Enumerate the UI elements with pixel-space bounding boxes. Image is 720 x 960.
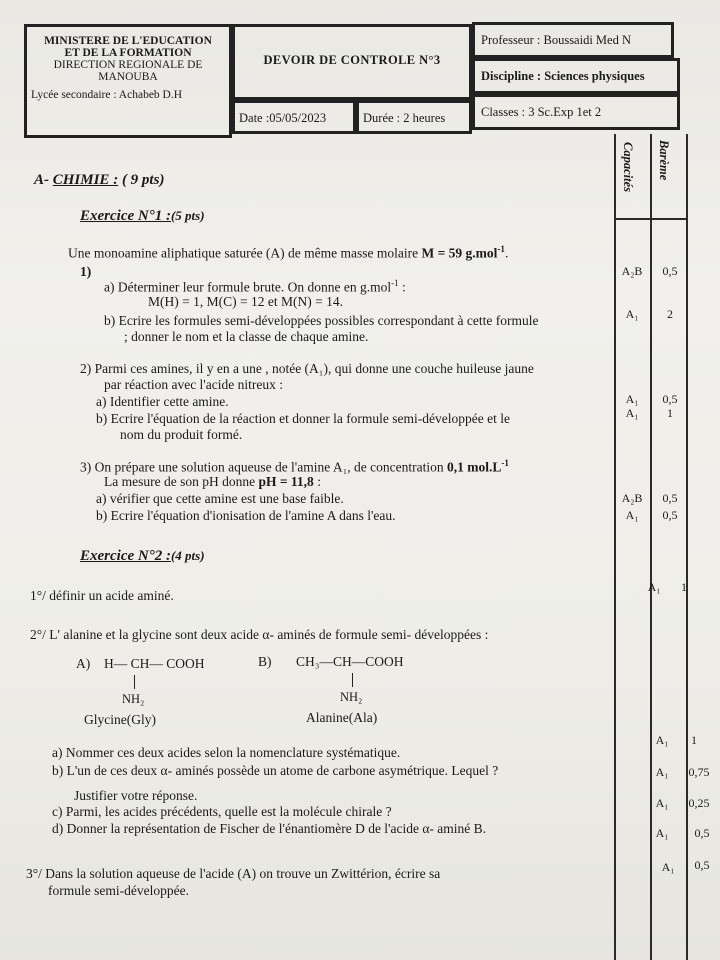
ministry-line: ET DE LA FORMATION [64, 47, 192, 59]
capacites-header: Capacités [621, 142, 635, 192]
classes-label: Classes : 3 Sc.Exp 1et 2 [472, 94, 680, 130]
score-cell: 0,5 [694, 826, 710, 840]
ex1-q2a: a) Identifier cette amine. [96, 394, 229, 409]
ex2-qa: a) Nommer ces deux acides selon la nomenclature systématique. [52, 745, 401, 760]
ex1-q3-line1: 3) On prépare une solution aqueuse de l'amine A₁, de concentration 0,1 $mol.L^{-1}$ [80, 458, 509, 475]
ex2-qb-line1: b) L'un de ces deux α- aminés possède un atome de carbone asymétrique. Lequel ? [52, 763, 499, 778]
ministry-box [24, 24, 232, 138]
ex1-q1a-masses: M(H) = 1, M(C) = 12 et M(N) = 14. [148, 294, 343, 309]
score-cell: 1 [691, 733, 697, 747]
capacity-cell: A₁ [655, 796, 669, 810]
molecule-b-bond [352, 673, 353, 687]
ex1-title [80, 208, 205, 225]
devoir-title: DEVOIR DE CONTROLE N°3 [232, 24, 472, 100]
bareme-header: Barème [657, 140, 671, 181]
professeur-label: Professeur : Boussaidi Med N [472, 22, 674, 58]
ex1-intro-text: Une monoamine aliphatique saturée (A) de même masse molaire [68, 245, 422, 261]
duree-label: Durée : 2 heures [356, 100, 472, 134]
ex1-points: (5 pts) [170, 208, 205, 223]
molecule-a-amine: NH₂ [122, 692, 145, 706]
ministry-line: MINISTERE DE L'EDUCATION [44, 35, 212, 47]
ex2-qc: c) Parmi, les acides précédents, quelle est la molécule chirale ? [52, 804, 392, 819]
molecule-b-formula: CH₃—CH—COOH [296, 654, 404, 669]
ex1-q3-concentration: 0,1 mol.L [447, 459, 502, 475]
ex1-molar-mass: M = 59 g.mol [421, 245, 498, 261]
lycee-label: Lycée secondaire : Achabeb D.H [31, 89, 183, 101]
molecule-a-formula: H— CH— COOH [104, 656, 205, 671]
discipline-label [472, 58, 680, 94]
score-cell: 0,5 [694, 858, 710, 872]
ex1-q3-line2: La mesure de son pH donne pH = 11,8 : [104, 474, 321, 489]
date-label: Date :05/05/2023 [232, 100, 356, 134]
column-header-rule [614, 218, 688, 220]
ex1-q1b-line2: ; donner le nom et la classe de chaque amine. [124, 329, 369, 344]
ex1-q2-line2: par réaction avec l'acide nitreux : [104, 377, 283, 392]
score-cell: 0,75 [688, 765, 710, 779]
ex1-q1b-line1: b) Ecrire les formules semi-développées possibles correspondant à cette formule [104, 313, 539, 328]
discipline-text: Discipline : Sciences physiques [481, 69, 645, 83]
score-cell: 2 [667, 307, 673, 321]
ministry-line: DIRECTION REGIONALE DE [53, 59, 203, 71]
ex2-qb-line2: Justifier votre réponse. [74, 788, 198, 803]
capacity-cell: A₁ [625, 406, 639, 420]
ex2-title-text: Exercice N°2 : [80, 548, 171, 564]
ministry-line: MANOUBA [98, 71, 158, 83]
section-prefix: A- [34, 172, 53, 188]
score-cell: 1 [681, 580, 687, 594]
ex1-q3-ph-value: pH = 11,8 [258, 474, 314, 489]
capacity-cell: A₁ [625, 508, 639, 522]
section-name: CHIMIE : [52, 172, 119, 188]
ex1-q3-text: 3) On prépare une solution aqueuse de l'amine A₁, de concentration [80, 459, 448, 475]
ex1-q1: 1) [80, 264, 92, 279]
capacity-cell: A₁ [625, 392, 639, 406]
ex2-q3-line2: formule semi-développée. [48, 883, 189, 898]
capacity-cell: A₁ [647, 580, 661, 594]
ex2-q2: 2°/ L' alanine et la glycine sont deux acide α- aminés de formule semi- développées : [30, 627, 489, 642]
ex1-q1a-text: a) Déterminer leur formule brute. On donne en g.mol [104, 279, 392, 295]
molecule-b-name: Alanine(Ala) [306, 710, 378, 725]
capacity-cell: A₁ [655, 765, 669, 779]
ex1-q3-ph-text: La mesure de son pH donne [104, 474, 259, 489]
score-cell: 0,5 [662, 491, 678, 505]
ex1-title-text: Exercice N°1 : [80, 208, 171, 224]
ex1-q3b: b) Ecrire l'équation d'ionisation de l'amine A dans l'eau. [96, 508, 396, 523]
molecule-a-name: Glycine(Gly) [84, 712, 156, 727]
section-points: ( 9 pts) [118, 172, 165, 188]
ex2-q1: 1°/ définir un acide aminé. [30, 588, 174, 603]
ex2-q3-line1: 3°/ Dans la solution aqueuse de l'acide (A) on trouve un Zwittérion, écrire sa [26, 866, 441, 881]
ex2-title [80, 548, 205, 565]
ex1-intro: Une monoamine aliphatique saturée (A) de même masse molaire M = 59 g.mol$^{-1}$. [68, 244, 509, 261]
capacity-cell: A₁ [655, 733, 669, 747]
molecule-a-bond [134, 675, 135, 689]
score-cell: 0,25 [688, 796, 710, 810]
ex2-qd: d) Donner la représentation de Fischer de l'énantiomère D de l'acide α- aminé B. [52, 821, 487, 836]
column-divider [614, 134, 616, 960]
capacity-cell: A₁ [625, 307, 639, 321]
molecule-a-label: A) [76, 656, 91, 671]
ex1-q2-line1: 2) Parmi ces amines, il y en a une , notée (A₁), qui donne une couche huileuse jaune [80, 361, 534, 376]
ex1-q2b-line2: nom du produit formé. [120, 427, 243, 442]
section-title [34, 172, 164, 189]
capacity-cell: A₁ [661, 860, 675, 874]
ex2-points: (4 pts) [170, 548, 205, 563]
score-cell: 1 [667, 406, 673, 420]
ex1-q3a: a) vérifier que cette amine est une base faible. [96, 491, 344, 506]
score-cell: 0,5 [662, 392, 678, 406]
capacity-cell: A₂B [621, 264, 643, 278]
molecule-b-amine: NH₂ [340, 690, 363, 704]
capacity-cell: A₂B [621, 491, 643, 505]
ex1-q2b-line1: b) Ecrire l'équation de la réaction et donner la formule semi-développée et le [96, 411, 510, 426]
score-cell: 0,5 [662, 264, 678, 278]
ex1-q1a: a) Déterminer leur formule brute. On donne en g.mol$^{-1}$ : [104, 278, 406, 295]
molecule-b-label: B) [258, 654, 272, 669]
capacity-cell: A₁ [655, 826, 669, 840]
score-cell: 0,5 [662, 508, 678, 522]
